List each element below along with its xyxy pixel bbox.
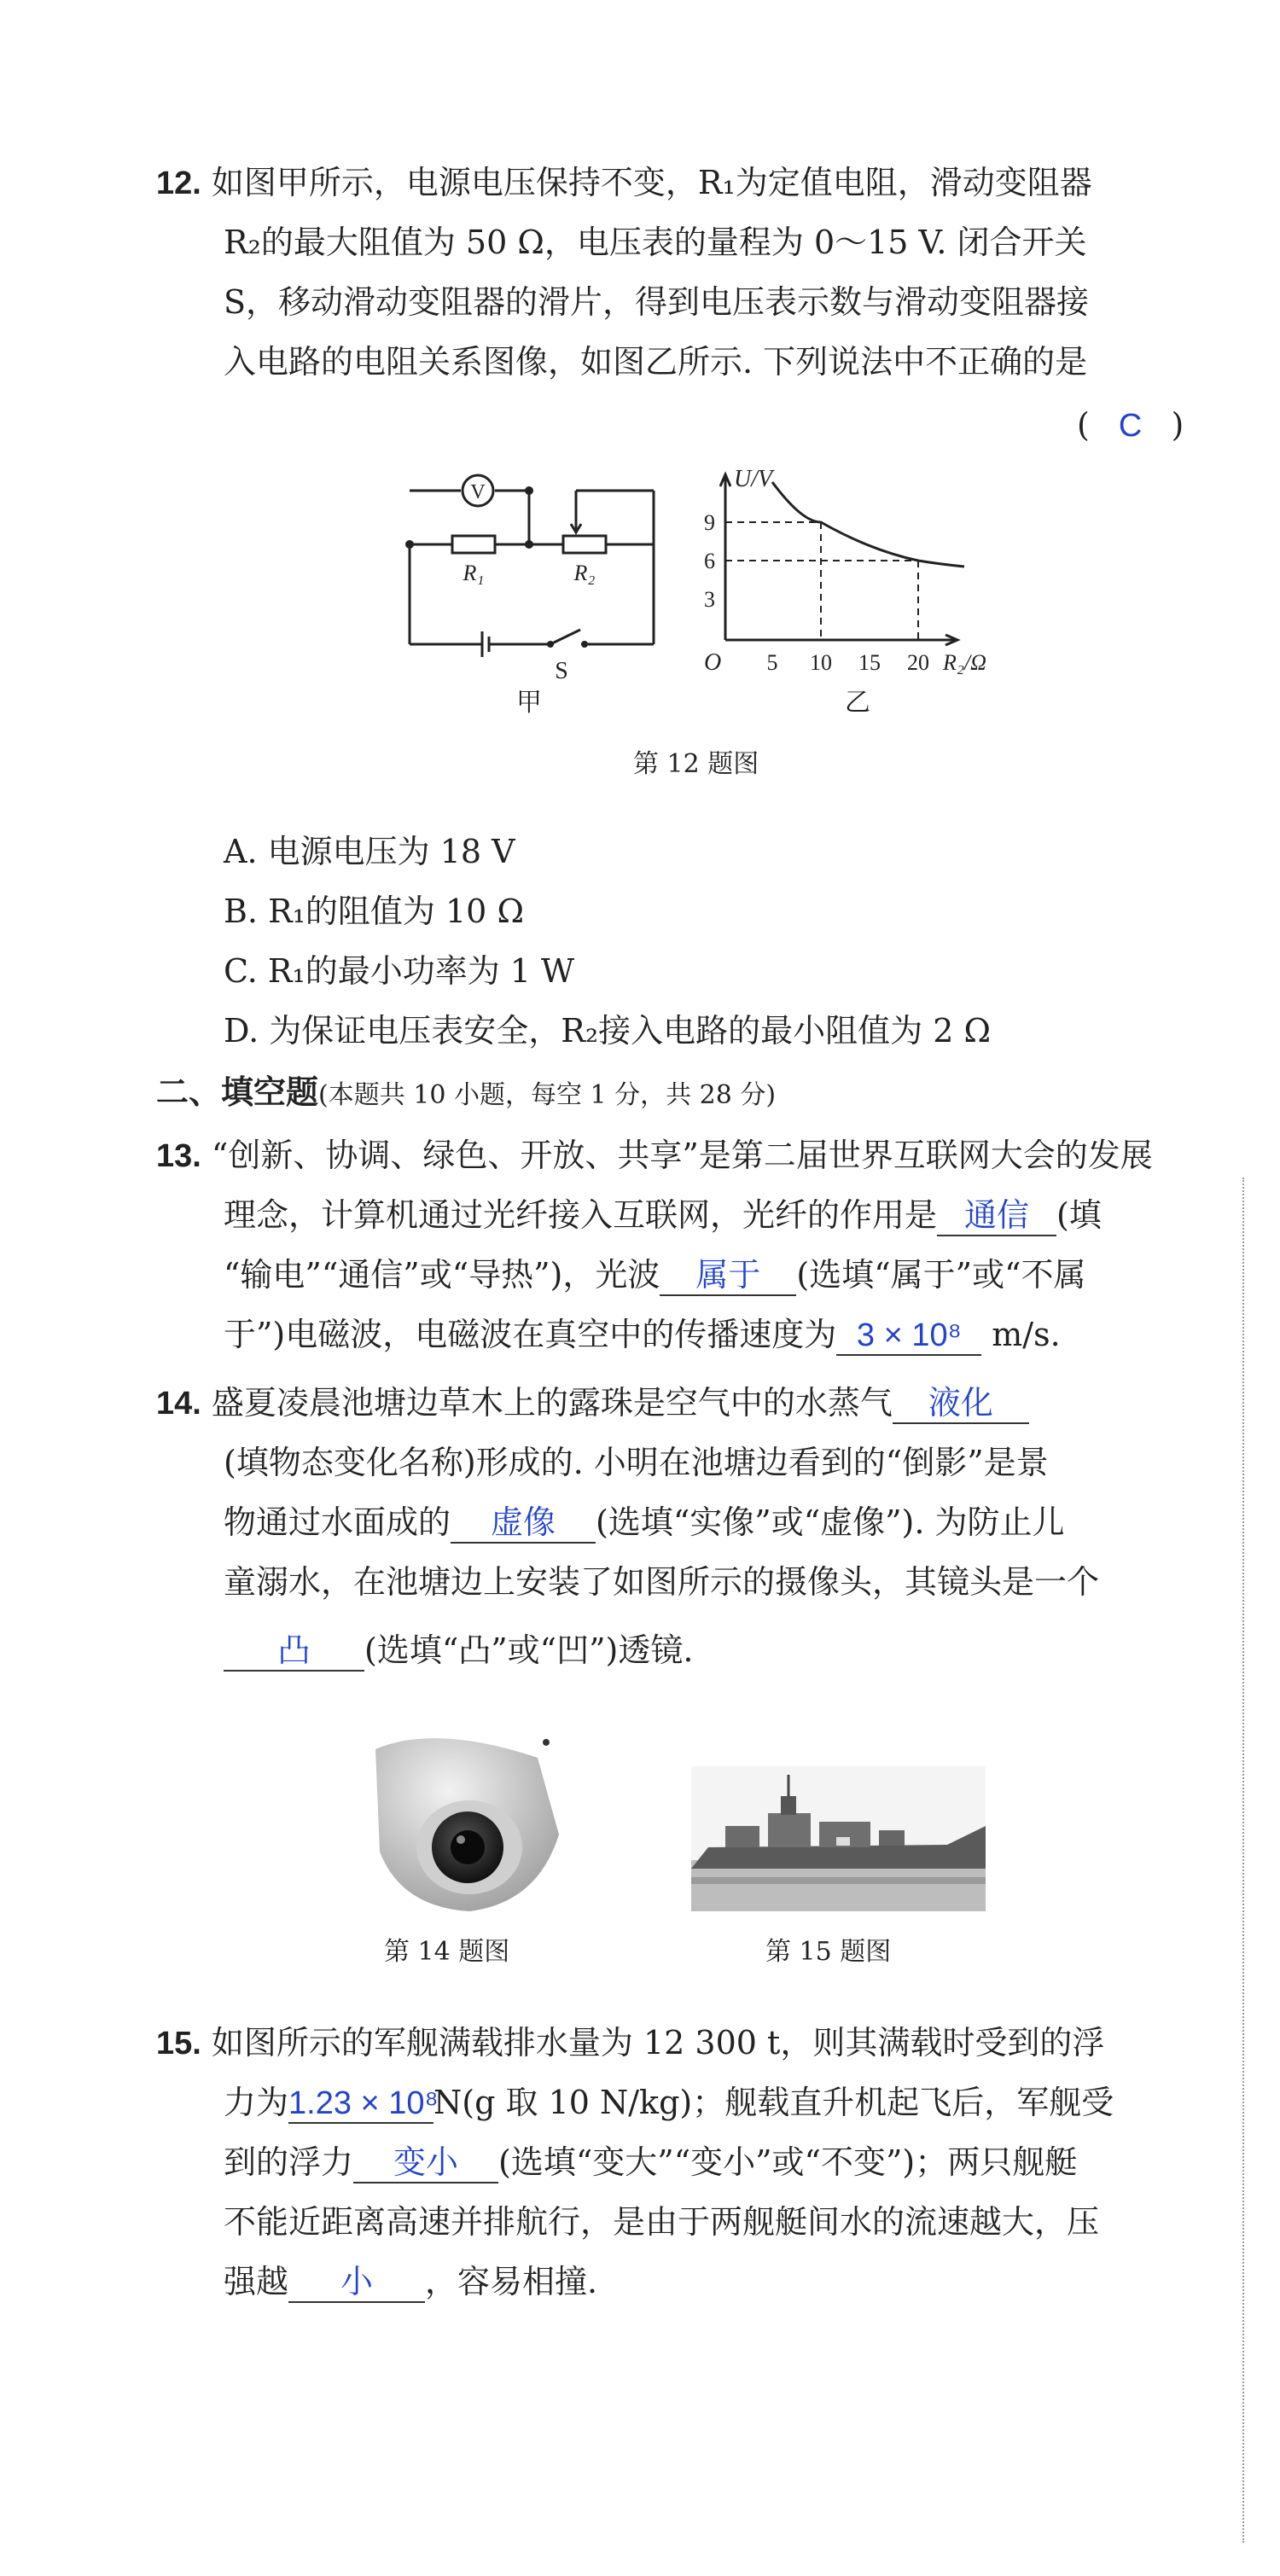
q12-line1 (156, 159, 1092, 207)
graph-x-tick-5: 5 (766, 650, 778, 675)
page-margin-rule (1242, 1178, 1244, 2543)
q13-line1 (156, 1131, 1153, 1180)
q15-line1 (156, 2019, 1104, 2067)
q12-text-1: 如图甲所示，电源电压保持不变，R₁为定值电阻，滑动变阻器 (211, 164, 1092, 201)
q15-blank-2: 变小 (393, 2145, 459, 2181)
q14-blank-1: 液化 (928, 1386, 993, 1422)
q14-number: 14. (156, 1386, 201, 1422)
q14-line5: 凸 (选填“凸”或“凹”)透镜. (224, 1626, 693, 1674)
fig-yi-label: 乙 (845, 689, 870, 717)
q15-number: 15. (156, 2026, 201, 2061)
q14-line3: 物通过水面成的 虚像 (选填“实像”或“虚像”). 为防止儿 (224, 1498, 1065, 1546)
q12-number: 12. (156, 166, 201, 201)
graph-u-vs-r2 (683, 461, 1024, 725)
q15-line2: 力为1.23 × 10⁸N(g 取 10 N/kg)；舰载直升机起飞后，军舰受 (224, 2079, 1114, 2126)
q12-text-4: 入电路的电阻关系图像，如图乙所示. 下列说法中不正确的是 (224, 343, 1088, 381)
q14-line1: 14. 盛夏凌晨池塘边草木上的露珠是空气中的水蒸气 液化 (156, 1379, 1029, 1428)
fig12-caption: 第 12 题图 (633, 749, 759, 779)
warship-photo (691, 1766, 986, 1911)
q12-answer: C (1118, 408, 1143, 444)
section-title: 二、填空题 (156, 1073, 319, 1111)
section-note: (本题共 10 小题，每空 1 分，共 28 分) (318, 1080, 777, 1110)
q12-option-a: A. 电源电压为 18 V (224, 833, 515, 870)
graph-origin: O (704, 649, 722, 676)
q14-blank-2: 虚像 (491, 1505, 556, 1541)
fig14-caption: 第 14 题图 (384, 1937, 510, 1967)
q13-number: 13. (156, 1138, 201, 1174)
q15-text-1: 如图所示的军舰满载排水量为 12 300 t，则其满载时受到的浮 (211, 2024, 1105, 2061)
switch-label: S (555, 658, 568, 684)
fig15-caption: 第 15 题图 (765, 1937, 892, 1967)
camera-photo (367, 1732, 563, 1916)
q12-option-d: D. 为保证电压表安全，R₂接入电路的最小阻值为 2 Ω (224, 1012, 991, 1050)
q12-option-c: C. R₁的最小功率为 1 W (224, 952, 575, 990)
graph-x-tick-15: 15 (858, 650, 881, 675)
q15-line5: 强越 小 ，容易相撞. (224, 2258, 597, 2306)
q13-line4: 于”)电磁波，电磁波在真空中的传播速度为 3 × 10⁸ m/s. (224, 1311, 1061, 1358)
graph-y-tick-9: 9 (704, 510, 715, 535)
section-heading (156, 1068, 776, 1119)
q12-option-b: B. R₁的阻值为 10 Ω (224, 893, 524, 930)
q15-blank-1: 1.23 × 10⁸ (288, 2085, 439, 2121)
q13-line3: “输电”“通信”或“导热”)，光波 属于 (选填“属于”或“不属 (224, 1251, 1086, 1299)
q12-answer-paren: ( C ) (1077, 406, 1184, 444)
graph-x-axis-label: R₂/Ω (943, 650, 986, 675)
q13-text-1: “创新、协调、绿色、开放、共享”是第二届世界互联网大会的发展 (211, 1137, 1153, 1174)
graph-y-tick-6: 6 (704, 549, 715, 573)
q14-text-2: (填物态变化名称)形成的. 小明在池塘边看到的“倒影”是景 (224, 1444, 1049, 1481)
graph-y-tick-3: 3 (704, 587, 715, 612)
fig-jia-label: 甲 (516, 689, 542, 717)
graph-x-tick-20: 20 (907, 650, 929, 675)
q12-text-2: R₂的最大阻值为 50 Ω，电压表的量程为 0～15 V. 闭合开关 (224, 224, 1087, 261)
graph-y-axis-label: U/V (734, 466, 773, 492)
q13-line2: 理念，计算机通过光纤接入互联网，光纤的作用是 通信 (填 (224, 1191, 1102, 1239)
graph-x-tick-10: 10 (810, 650, 832, 675)
q13-blank-1: 通信 (964, 1198, 1030, 1234)
circuit-diagram (401, 461, 674, 725)
r2-label: R₂ (573, 561, 596, 585)
q13-blank-3: 3 × 10⁸ (856, 1317, 962, 1353)
q12-text-3: S，移动滑动变阻器的滑片，得到电压表示数与滑动变阻器接 (224, 283, 1090, 321)
q15-line3: 到的浮力 变小 (选填“变大”“变小”或“不变”)；两只舰艇 (224, 2138, 1077, 2186)
r1-label: R₁ (463, 561, 485, 585)
q15-blank-3: 小 (340, 2265, 374, 2300)
voltmeter-symbol: V (470, 481, 486, 503)
q14-blank-3: 凸 (277, 1633, 311, 1669)
q14-text-4: 童溺水，在池塘边上安装了如图所示的摄像头，其镜头是一个 (224, 1563, 1100, 1601)
q13-blank-2: 属于 (695, 1258, 761, 1294)
q15-text-4: 不能近距离高速并排航行，是由于两舰艇间水的流速越大，压 (224, 2203, 1100, 2241)
